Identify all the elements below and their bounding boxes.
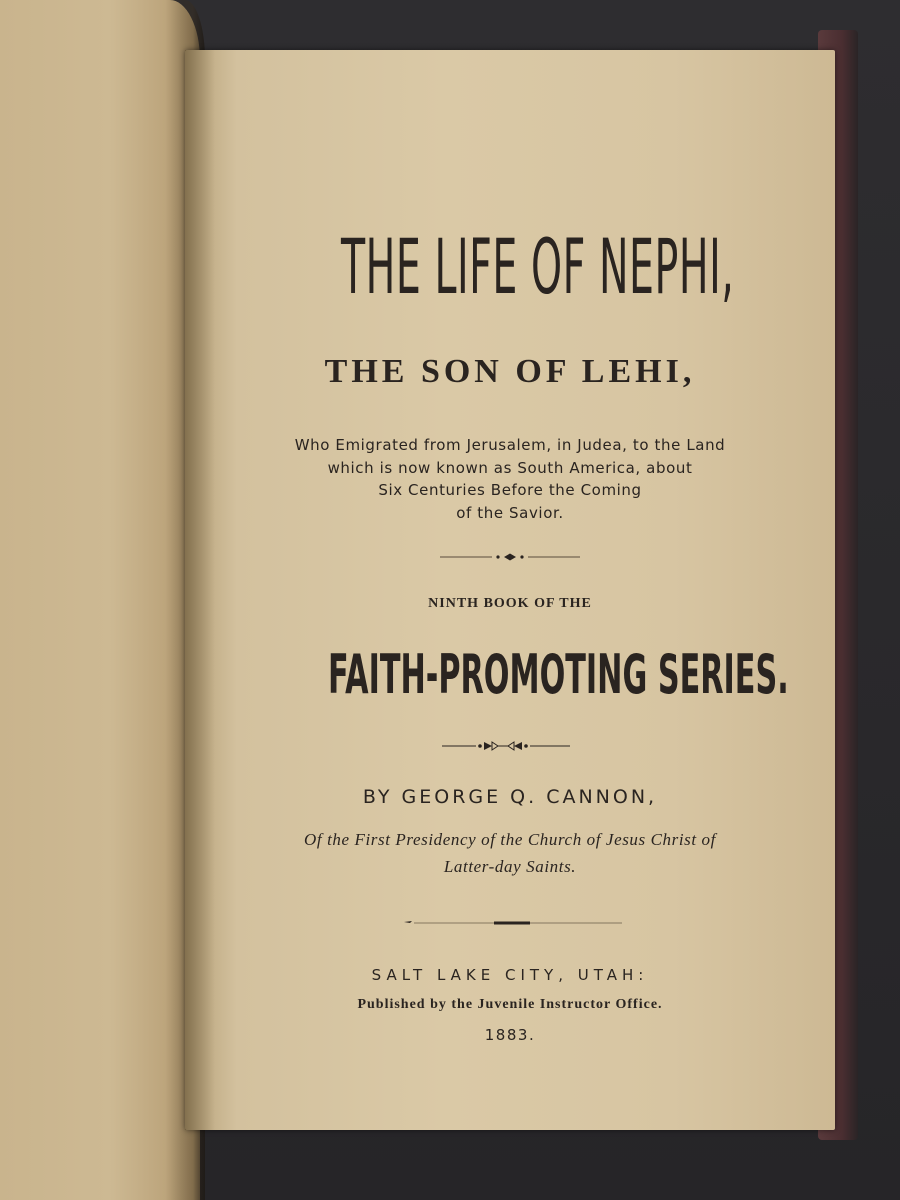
series-name: FAITH-PROMOTING SERIES. [328,643,789,706]
description-line: Six Centuries Before the Coming [378,481,642,499]
author-affiliation [185,826,835,880]
description-line: of the Savior. [456,503,564,522]
publication-year: 1883. [484,1026,536,1044]
description [185,434,835,524]
ornament-rule-2 [442,739,570,753]
series-prefix: NINTH BOOK OF THE [428,596,592,611]
affiliation-line: Latter-day Saints. [443,857,577,876]
publication-place: SALT LAKE CITY, UTAH: [371,966,649,984]
description-line: which is now known as South America, about [327,458,693,477]
ornament-rule-3 [404,918,622,928]
author-line: BY GEORGE Q. CANNON, [362,786,658,808]
affiliation-line: Of the First Presidency of the Church of Jesus Christ of [304,830,716,849]
book-title: THE LIFE OF NEPHI, [341,222,735,311]
ornament-rule-1 [440,551,580,563]
publisher-line: Published by the Juvenile Instructor Office. [357,997,663,1012]
description-line: Who Emigrated from Jerusalem, in Judea, to the Land [294,436,726,454]
book-subtitle: THE SON OF LEHI, [324,353,696,390]
